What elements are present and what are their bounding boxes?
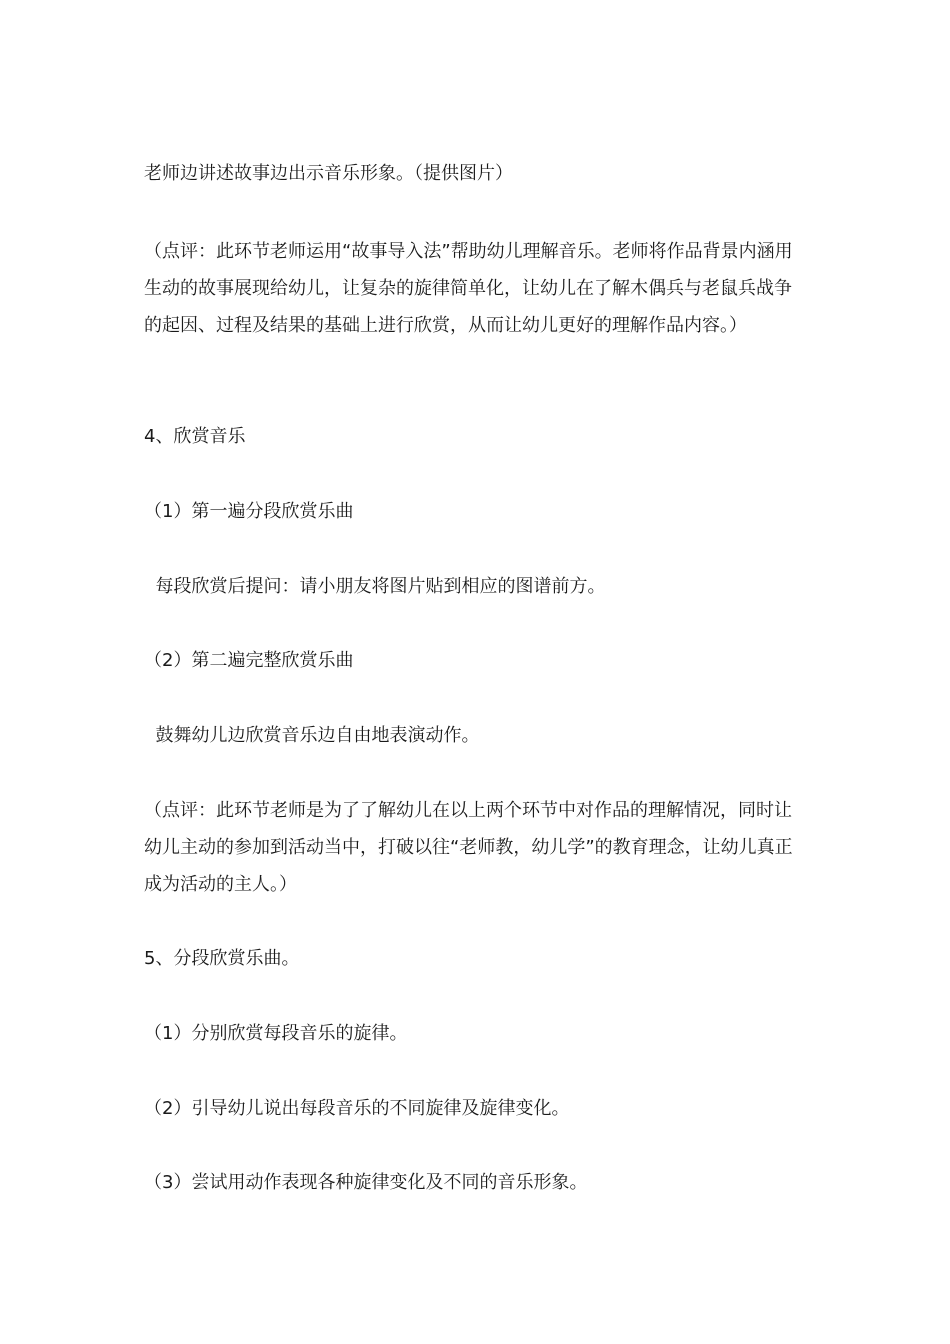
paragraph-intro: 老师边讲述故事边出示音乐形象。（提供图片） xyxy=(144,163,513,184)
paragraph-comment-1: （点评：此环节老师运用“故事导入法”帮助幼儿理解音乐。老师将作品背景内涵用生动的故事展现给幼儿，让复杂的旋律简单化，让幼儿在了解木偶兵与老鼠兵战争的起因、过程及结果的基础上进行欣赏，从而让幼儿更好的理解作品内容。） xyxy=(144,241,793,336)
subheading-4-1: （1）第一遍分段欣赏乐曲 xyxy=(144,501,354,522)
list-item-5-1: （1）分别欣赏每段音乐的旋律。 xyxy=(144,1023,408,1044)
list-item-5-2: （2）引导幼儿说出每段音乐的不同旋律及旋律变化。 xyxy=(144,1098,570,1119)
paragraph-4-2-body: 鼓舞幼儿边欣赏音乐边自由地表演动作。 xyxy=(144,725,480,746)
heading-section-5: 5、分段欣赏乐曲。 xyxy=(144,948,300,969)
subheading-4-2: （2）第二遍完整欣赏乐曲 xyxy=(144,650,354,671)
paragraph-4-1-body: 每段欣赏后提问：请小朋友将图片贴到相应的图谱前方。 xyxy=(144,576,606,597)
paragraph-comment-2: （点评：此环节老师是为了了解幼儿在以上两个环节中对作品的理解情况，同时让幼儿主动的参加到活动当中，打破以往“老师教，幼儿学”的教育理念，让幼儿真正成为活动的主人。） xyxy=(144,800,793,895)
heading-section-4: 4、欣赏音乐 xyxy=(144,426,246,447)
list-item-5-3: （3）尝试用动作表现各种旋律变化及不同的音乐形象。 xyxy=(144,1172,588,1193)
